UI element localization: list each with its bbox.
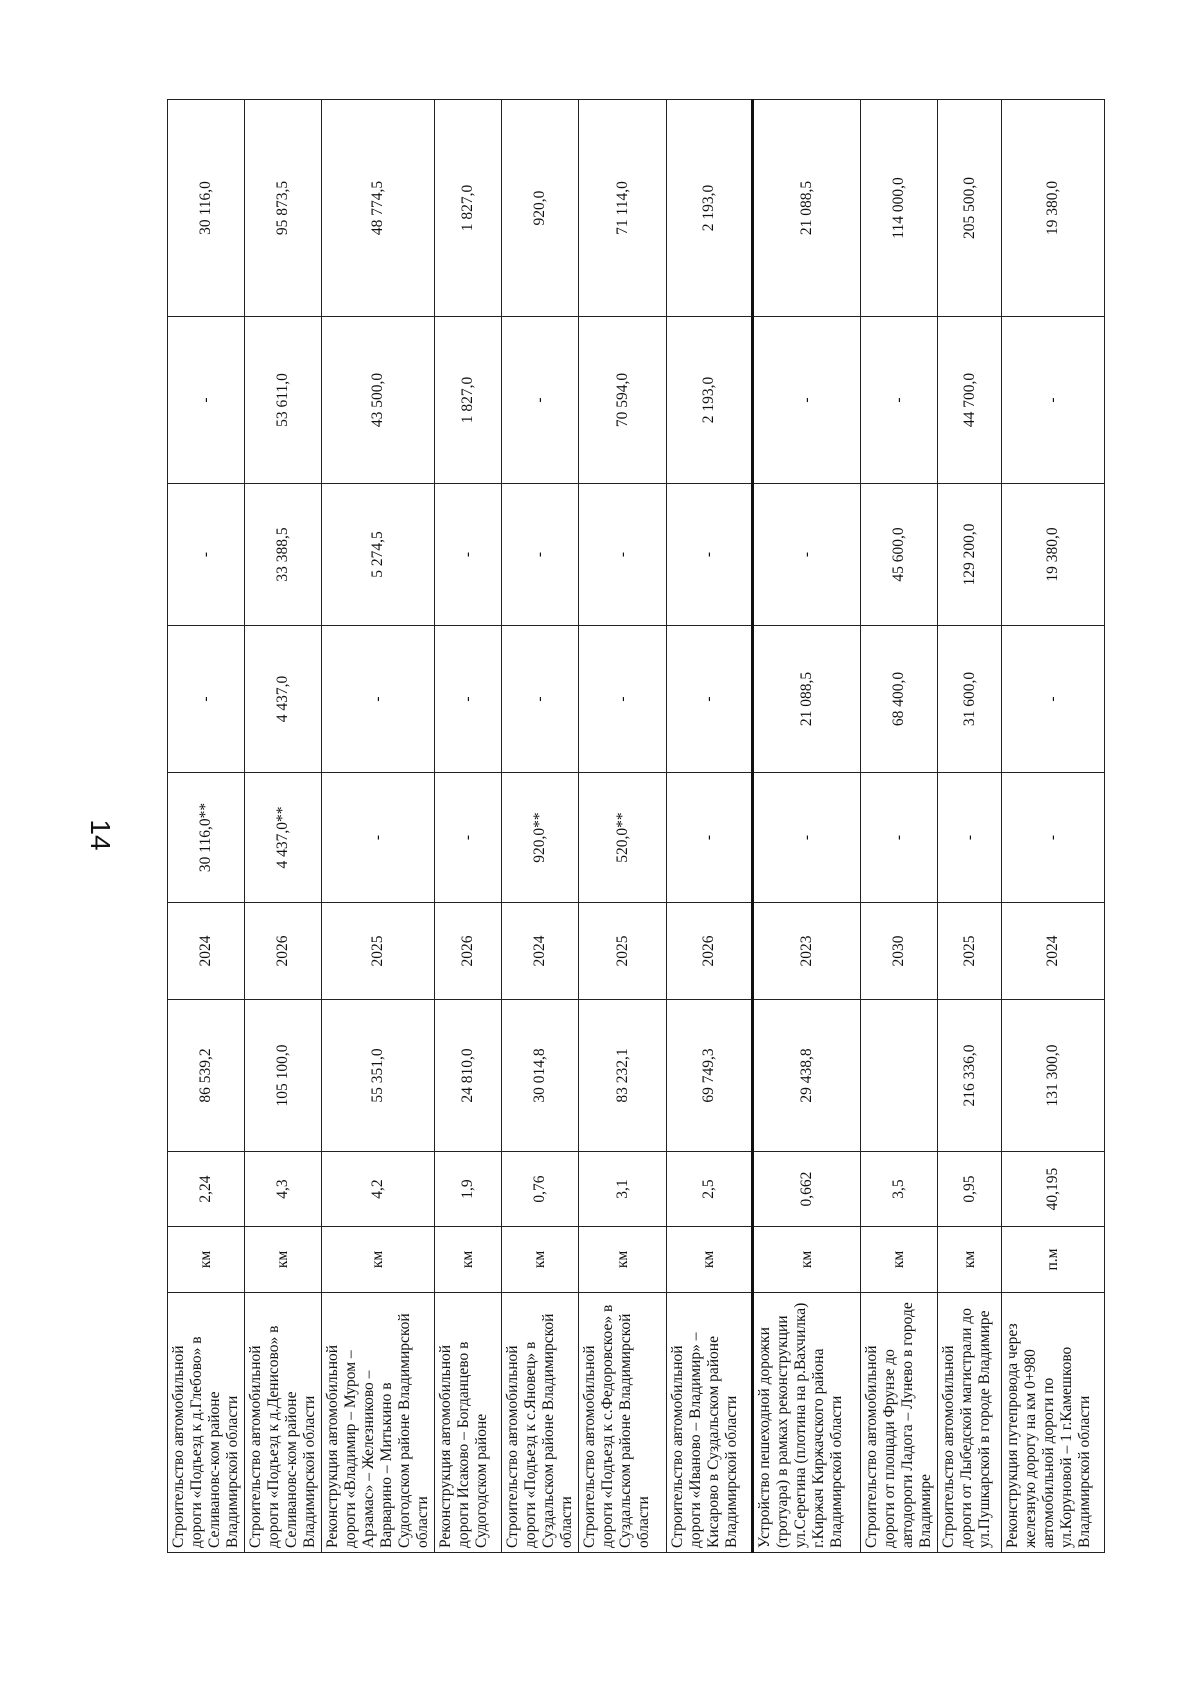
- table-row: [435, 100, 502, 1553]
- unit-cell: км: [861, 1227, 938, 1293]
- length-cell: 0,76: [502, 1152, 579, 1227]
- value-cell-4: -: [861, 317, 938, 484]
- program-table: [167, 99, 1105, 1553]
- value-cell-2: 21 088,5: [753, 626, 861, 773]
- length-cell: 1,9: [435, 1152, 502, 1227]
- page-number: 14: [85, 819, 116, 851]
- value-cell-3: 19 380,0: [1002, 484, 1105, 626]
- table-row: [168, 100, 245, 1553]
- length-cell: 2,24: [168, 1152, 245, 1227]
- year-cell: 2025: [322, 903, 435, 1000]
- value-cell-2: -: [502, 626, 579, 773]
- year-cell: 2026: [435, 903, 502, 1000]
- value-cell-4: 1 827,0: [435, 317, 502, 484]
- year-cell: 2024: [168, 903, 245, 1000]
- value-cell-2: -: [435, 626, 502, 773]
- value-cell-3: -: [502, 484, 579, 626]
- value-cell-2: 31 600,0: [938, 626, 1002, 773]
- value-cell-1: 30 116,0**: [168, 773, 245, 903]
- value-cell-1: -: [667, 773, 753, 903]
- cost-cell: 30 014,8: [502, 1000, 579, 1152]
- value-cell-3: -: [753, 484, 861, 626]
- value-cell-2: -: [1002, 626, 1105, 773]
- value-cell-3: 33 388,5: [245, 484, 322, 626]
- total-cell: 205 500,0: [938, 100, 1002, 317]
- unit-cell: км: [753, 1227, 861, 1293]
- table-row: [579, 100, 667, 1553]
- length-cell: 0,662: [753, 1152, 861, 1227]
- unit-cell: км: [938, 1227, 1002, 1293]
- value-cell-1: 520,0**: [579, 773, 667, 903]
- cost-cell: 55 351,0: [322, 1000, 435, 1152]
- value-cell-3: 129 200,0: [938, 484, 1002, 626]
- length-cell: 2,5: [667, 1152, 753, 1227]
- value-cell-1: 4 437,0**: [245, 773, 322, 903]
- value-cell-4: 43 500,0: [322, 317, 435, 484]
- rotated-table-wrapper: [167, 100, 1093, 1553]
- total-cell: 2 193,0: [667, 100, 753, 317]
- table-row: [861, 100, 938, 1553]
- cost-cell: [861, 1000, 938, 1152]
- length-cell: 4,2: [322, 1152, 435, 1227]
- value-cell-2: 4 437,0: [245, 626, 322, 773]
- table-row: [667, 100, 753, 1553]
- value-cell-3: 5 274,5: [322, 484, 435, 626]
- object-name-cell: Реконструкция автомобильной дороги «Владимир – Муром – Арзамас» – Железниково – Варварино – Митькино в Судогодском районе Владимирской области: [322, 1293, 435, 1553]
- object-name-cell: Строительство автомобильной дороги «Подъезд к д.Денисово» в Селивановс-ком районе Владимирской области: [245, 1293, 322, 1553]
- value-cell-4: 44 700,0: [938, 317, 1002, 484]
- total-cell: 71 114,0: [579, 100, 667, 317]
- value-cell-4: -: [753, 317, 861, 484]
- value-cell-3: -: [168, 484, 245, 626]
- unit-cell: п.м: [1002, 1227, 1105, 1293]
- value-cell-4: 2 193,0: [667, 317, 753, 484]
- cost-cell: 69 749,3: [667, 1000, 753, 1152]
- year-cell: 2024: [502, 903, 579, 1000]
- length-cell: 4,3: [245, 1152, 322, 1227]
- object-name-cell: Строительство автомобильной дороги «Иваново – Владимир» – Кисарово в Суздальском районе Владимирской области: [667, 1293, 753, 1553]
- value-cell-3: -: [667, 484, 753, 626]
- length-cell: 40,195: [1002, 1152, 1105, 1227]
- year-cell: 2030: [861, 903, 938, 1000]
- length-cell: 3,5: [861, 1152, 938, 1227]
- table-body: [168, 100, 1105, 1553]
- year-cell: 2023: [753, 903, 861, 1000]
- total-cell: 30 116,0: [168, 100, 245, 317]
- unit-cell: км: [579, 1227, 667, 1293]
- value-cell-1: -: [861, 773, 938, 903]
- table-row: [753, 100, 861, 1553]
- unit-cell: км: [322, 1227, 435, 1293]
- value-cell-1: -: [435, 773, 502, 903]
- total-cell: 1 827,0: [435, 100, 502, 317]
- value-cell-3: -: [435, 484, 502, 626]
- total-cell: 95 873,5: [245, 100, 322, 317]
- value-cell-4: -: [502, 317, 579, 484]
- table-row: [322, 100, 435, 1553]
- value-cell-2: -: [579, 626, 667, 773]
- object-name-cell: Строительство автомобильной дороги «Подъезд к с.Федоровское» в Суздальском районе Владимирской области: [579, 1293, 667, 1553]
- value-cell-4: 53 611,0: [245, 317, 322, 484]
- year-cell: 2025: [579, 903, 667, 1000]
- value-cell-4: -: [1002, 317, 1105, 484]
- value-cell-2: -: [168, 626, 245, 773]
- total-cell: 48 774,5: [322, 100, 435, 317]
- cost-cell: 83 232,1: [579, 1000, 667, 1152]
- unit-cell: км: [667, 1227, 753, 1293]
- value-cell-3: -: [579, 484, 667, 626]
- object-name-cell: Строительство автомобильной дороги «Подъезд к с.Яновец» в Суздальском районе Владимирской области: [502, 1293, 579, 1553]
- total-cell: 114 000,0: [861, 100, 938, 317]
- value-cell-2: 68 400,0: [861, 626, 938, 773]
- table-row: [1002, 100, 1105, 1553]
- unit-cell: км: [245, 1227, 322, 1293]
- value-cell-1: 920,0**: [502, 773, 579, 903]
- table-row: [245, 100, 322, 1553]
- value-cell-2: -: [667, 626, 753, 773]
- object-name-cell: Устройство пешеходной дорожки (тротуара) в рамках реконструкции ул.Серегина (плотина на р.Вахчилка) г.Киржач Киржачского района Владимирской области: [753, 1293, 861, 1553]
- value-cell-1: -: [753, 773, 861, 903]
- total-cell: 920,0: [502, 100, 579, 317]
- cost-cell: 216 336,0: [938, 1000, 1002, 1152]
- total-cell: 19 380,0: [1002, 100, 1105, 317]
- object-name-cell: Строительство автомобильной дороги «Подъезд к д.Глебово» в Селивановс-ком районе Владимирской области: [168, 1293, 245, 1553]
- value-cell-1: -: [938, 773, 1002, 903]
- object-name-cell: Реконструкция путепровода через железную дорогу на км 0+980 автомобильной дороги по ул.Коруновой – 1 г.Камешково Владимирской области: [1002, 1293, 1105, 1553]
- value-cell-1: -: [322, 773, 435, 903]
- length-cell: 3,1: [579, 1152, 667, 1227]
- unit-cell: км: [168, 1227, 245, 1293]
- value-cell-3: 45 600,0: [861, 484, 938, 626]
- table-row: [502, 100, 579, 1553]
- value-cell-4: 70 594,0: [579, 317, 667, 484]
- total-cell: 21 088,5: [753, 100, 861, 317]
- unit-cell: км: [502, 1227, 579, 1293]
- cost-cell: 86 539,2: [168, 1000, 245, 1152]
- object-name-cell: Строительство автомобильной дороги от площади Фрунзе до автодороги Ладога – Лунево в городе Владимире: [861, 1293, 938, 1553]
- table-row: [938, 100, 1002, 1553]
- cost-cell: 29 438,8: [753, 1000, 861, 1152]
- unit-cell: км: [435, 1227, 502, 1293]
- year-cell: 2025: [938, 903, 1002, 1000]
- year-cell: 2024: [1002, 903, 1105, 1000]
- value-cell-2: -: [322, 626, 435, 773]
- value-cell-1: -: [1002, 773, 1105, 903]
- object-name-cell: Реконструкция автомобильной дороги Исаково – Богданцево в Судогодском районе: [435, 1293, 502, 1553]
- length-cell: 0,95: [938, 1152, 1002, 1227]
- object-name-cell: Строительство автомобильной дороги от Лыбедской магистрали до ул.Пушкарской в городе Владимире: [938, 1293, 1002, 1553]
- cost-cell: 131 300,0: [1002, 1000, 1105, 1152]
- cost-cell: 24 810,0: [435, 1000, 502, 1152]
- value-cell-4: -: [168, 317, 245, 484]
- cost-cell: 105 100,0: [245, 1000, 322, 1152]
- year-cell: 2026: [667, 903, 753, 1000]
- year-cell: 2026: [245, 903, 322, 1000]
